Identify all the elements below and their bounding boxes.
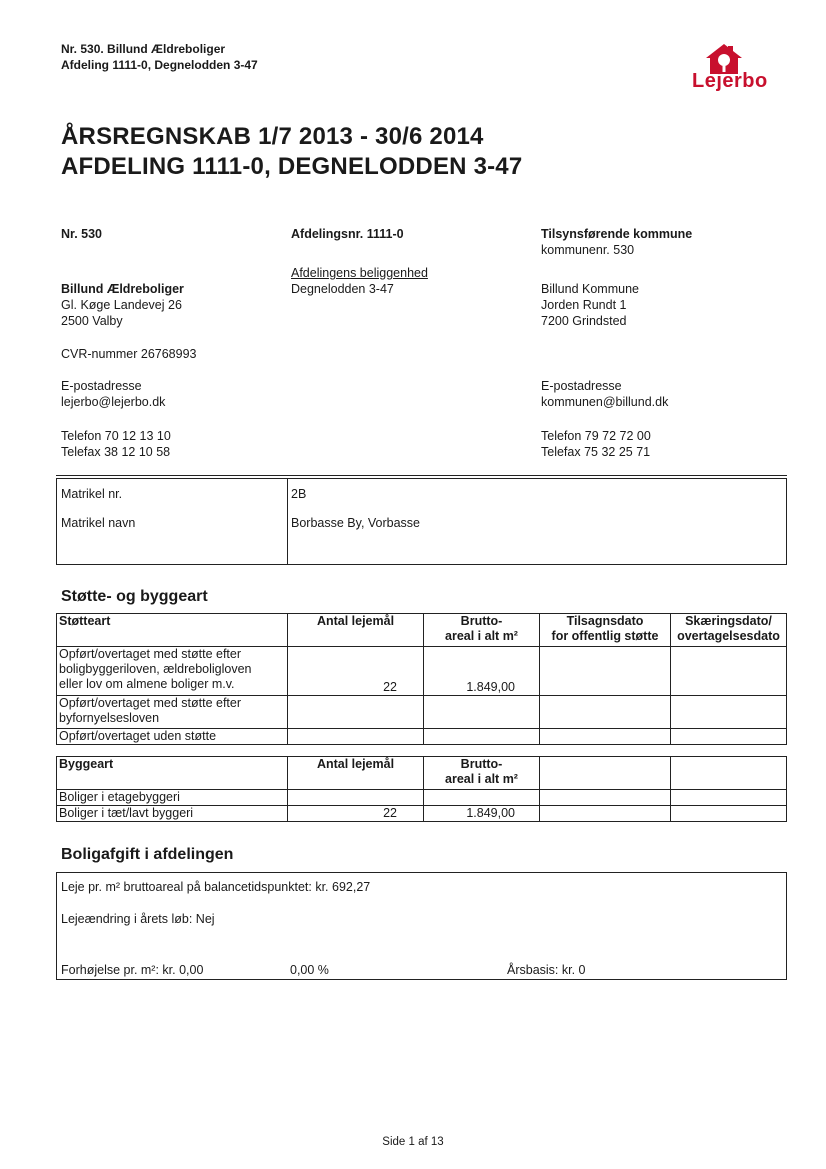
stotte-row3-label: Opført/overtaget uden støtte (57, 729, 288, 745)
stotte-row1-skaering (671, 647, 787, 696)
byggeart-row2-empty-1 (540, 806, 671, 822)
boligafgift-leje: Leje pr. m² bruttoareal på balancetidspunktet: kr. 692,27 (61, 880, 371, 894)
boligafgift-heading: Boligafgift i afdelingen (61, 846, 234, 863)
byggeart-row2-areal: 1.849,00 (424, 806, 540, 822)
byggeart-row1-areal (424, 790, 540, 806)
boligafgift-pct: 0,00 % (290, 963, 329, 977)
byggeart-row1-empty-1 (540, 790, 671, 806)
table-row (57, 696, 787, 729)
email-label-left: E-postadresse (61, 379, 142, 393)
matrikel-divider (287, 478, 288, 564)
org-number: Nr. 530 (61, 227, 103, 241)
stotte-header-skaering-1: Skæringsdato/ (685, 614, 772, 628)
stotte-header-areal (424, 614, 540, 647)
logo-text: Lejerbo (692, 70, 768, 92)
kommune-nr: kommunenr. 530 (541, 243, 635, 257)
byggeart-header-empty-1 (540, 757, 671, 790)
kommune-name: Billund Kommune (541, 282, 639, 296)
stotte-row2-line1: Opført/overtaget med støtte efter (59, 696, 242, 710)
title-line-1: ÅRSREGNSKAB 1/7 2013 - 30/6 2014 (61, 123, 484, 150)
org-address-2: 2500 Valby (61, 314, 123, 328)
stotte-row2-tilsagn (540, 696, 671, 729)
stotte-row3-tilsagn (540, 729, 671, 745)
stotte-row2-line2: byfornyelsesloven (59, 711, 160, 725)
byggeart-row2-label: Boliger i tæt/lavt byggeri (57, 806, 288, 822)
phone-right: Telefon 79 72 72 00 (541, 429, 651, 443)
table-row (57, 806, 787, 822)
stotte-row1-line1: Opført/overtaget med støtte efter (59, 647, 242, 661)
stotte-header-areal-2: areal i alt m² (445, 629, 518, 643)
stotte-header-tilsagn (540, 614, 671, 647)
byggeart-row1-empty-2 (671, 790, 787, 806)
stotte-heading: Støtte- og byggeart (61, 588, 208, 605)
stotte-row1-areal: 1.849,00 (424, 647, 540, 696)
stotte-row3-antal (288, 729, 424, 745)
matrikel-navn-label: Matrikel navn (61, 516, 136, 530)
byggeart-header-areal-2: areal i alt m² (445, 772, 518, 786)
stotte-header-areal-1: Brutto- (460, 614, 503, 628)
matrikel-top-rule (56, 475, 787, 476)
header-line-1: Nr. 530. Billund Ældreboliger (61, 42, 226, 56)
fax-left: Telefax 38 12 10 58 (61, 445, 171, 459)
matrikel-nr-label: Matrikel nr. (61, 487, 123, 501)
boligafgift-aarsbasis: Årsbasis: kr. 0 (507, 963, 586, 977)
phone-left: Telefon 70 12 13 10 (61, 429, 171, 443)
stotte-row2-areal (424, 696, 540, 729)
stotte-header-row (57, 614, 787, 647)
afdelingsnr: Afdelingsnr. 1111-0 (291, 227, 404, 241)
boligafgift-aendring: Lejeændring i årets løb: Nej (61, 912, 215, 926)
byggeart-header-antal: Antal lejemål (288, 757, 424, 790)
matrikel-nr-value: 2B (291, 487, 307, 501)
table-row (57, 647, 787, 696)
matrikel-box (56, 478, 787, 565)
byggeart-row2-antal: 22 (288, 806, 424, 822)
stotte-row2-antal (288, 696, 424, 729)
matrikel-navn-value: Borbasse By, Vorbasse (291, 516, 421, 530)
beliggenhed-label: Afdelingens beliggenhed (291, 266, 428, 280)
stotte-row1-tilsagn (540, 647, 671, 696)
table-row (57, 790, 787, 806)
stotte-row2-skaering (671, 696, 787, 729)
stotte-row1-antal: 22 (288, 647, 424, 696)
stotte-row3-areal (424, 729, 540, 745)
stotte-row-label (57, 647, 288, 696)
org-name: Billund Ældreboliger (61, 282, 184, 296)
byggeart-header-type: Byggeart (57, 757, 288, 790)
byggeart-row1-antal (288, 790, 424, 806)
stotte-row1-line3: eller lov om almene boliger m.v. (59, 677, 235, 691)
byggeart-header-areal-1: Brutto- (460, 757, 503, 771)
tilsyn-title: Tilsynsførende kommune (541, 227, 693, 241)
table-row (57, 729, 787, 745)
kommune-address-2: 7200 Grindsted (541, 314, 627, 328)
stotte-header-tilsagn-1: Tilsagnsdato (566, 614, 644, 628)
fax-right: Telefax 75 32 25 71 (541, 445, 651, 459)
lejerbo-logo (692, 40, 782, 96)
byggeart-table (56, 756, 787, 822)
org-address-1: Gl. Køge Landevej 26 (61, 298, 182, 312)
byggeart-row2-empty-2 (671, 806, 787, 822)
stotte-header-antal: Antal lejemål (288, 614, 424, 647)
email-left: lejerbo@lejerbo.dk (61, 395, 166, 409)
page-number: Side 1 af 13 (382, 1136, 444, 1148)
beliggenhed-value: Degnelodden 3-47 (291, 282, 394, 296)
stotte-row-label (57, 696, 288, 729)
byggeart-header-empty-2 (671, 757, 787, 790)
stotte-row3-skaering (671, 729, 787, 745)
boligafgift-forhojelse: Forhøjelse pr. m²: kr. 0,00 (61, 963, 204, 977)
byggeart-row1-label: Boliger i etagebyggeri (57, 790, 288, 806)
kommune-address-1: Jorden Rundt 1 (541, 298, 627, 312)
email-right: kommunen@billund.dk (541, 395, 669, 409)
stotte-table (56, 613, 787, 745)
stotte-header-type: Støtteart (57, 614, 288, 647)
byggeart-header-areal (424, 757, 540, 790)
stotte-header-skaering-2: overtagelsesdato (677, 629, 780, 643)
header-line-2: Afdeling 1111-0, Degnelodden 3-47 (61, 58, 258, 72)
cvr-number: CVR-nummer 26768993 (61, 347, 197, 361)
stotte-header-skaering (671, 614, 787, 647)
title-line-2: AFDELING 1111-0, DEGNELODDEN 3-47 (61, 153, 523, 180)
byggeart-header-row (57, 757, 787, 790)
email-label-right: E-postadresse (541, 379, 622, 393)
stotte-header-tilsagn-2: for offentlig støtte (551, 629, 659, 643)
stotte-row1-line2: boligbyggeriloven, ældreboligloven (59, 662, 252, 676)
